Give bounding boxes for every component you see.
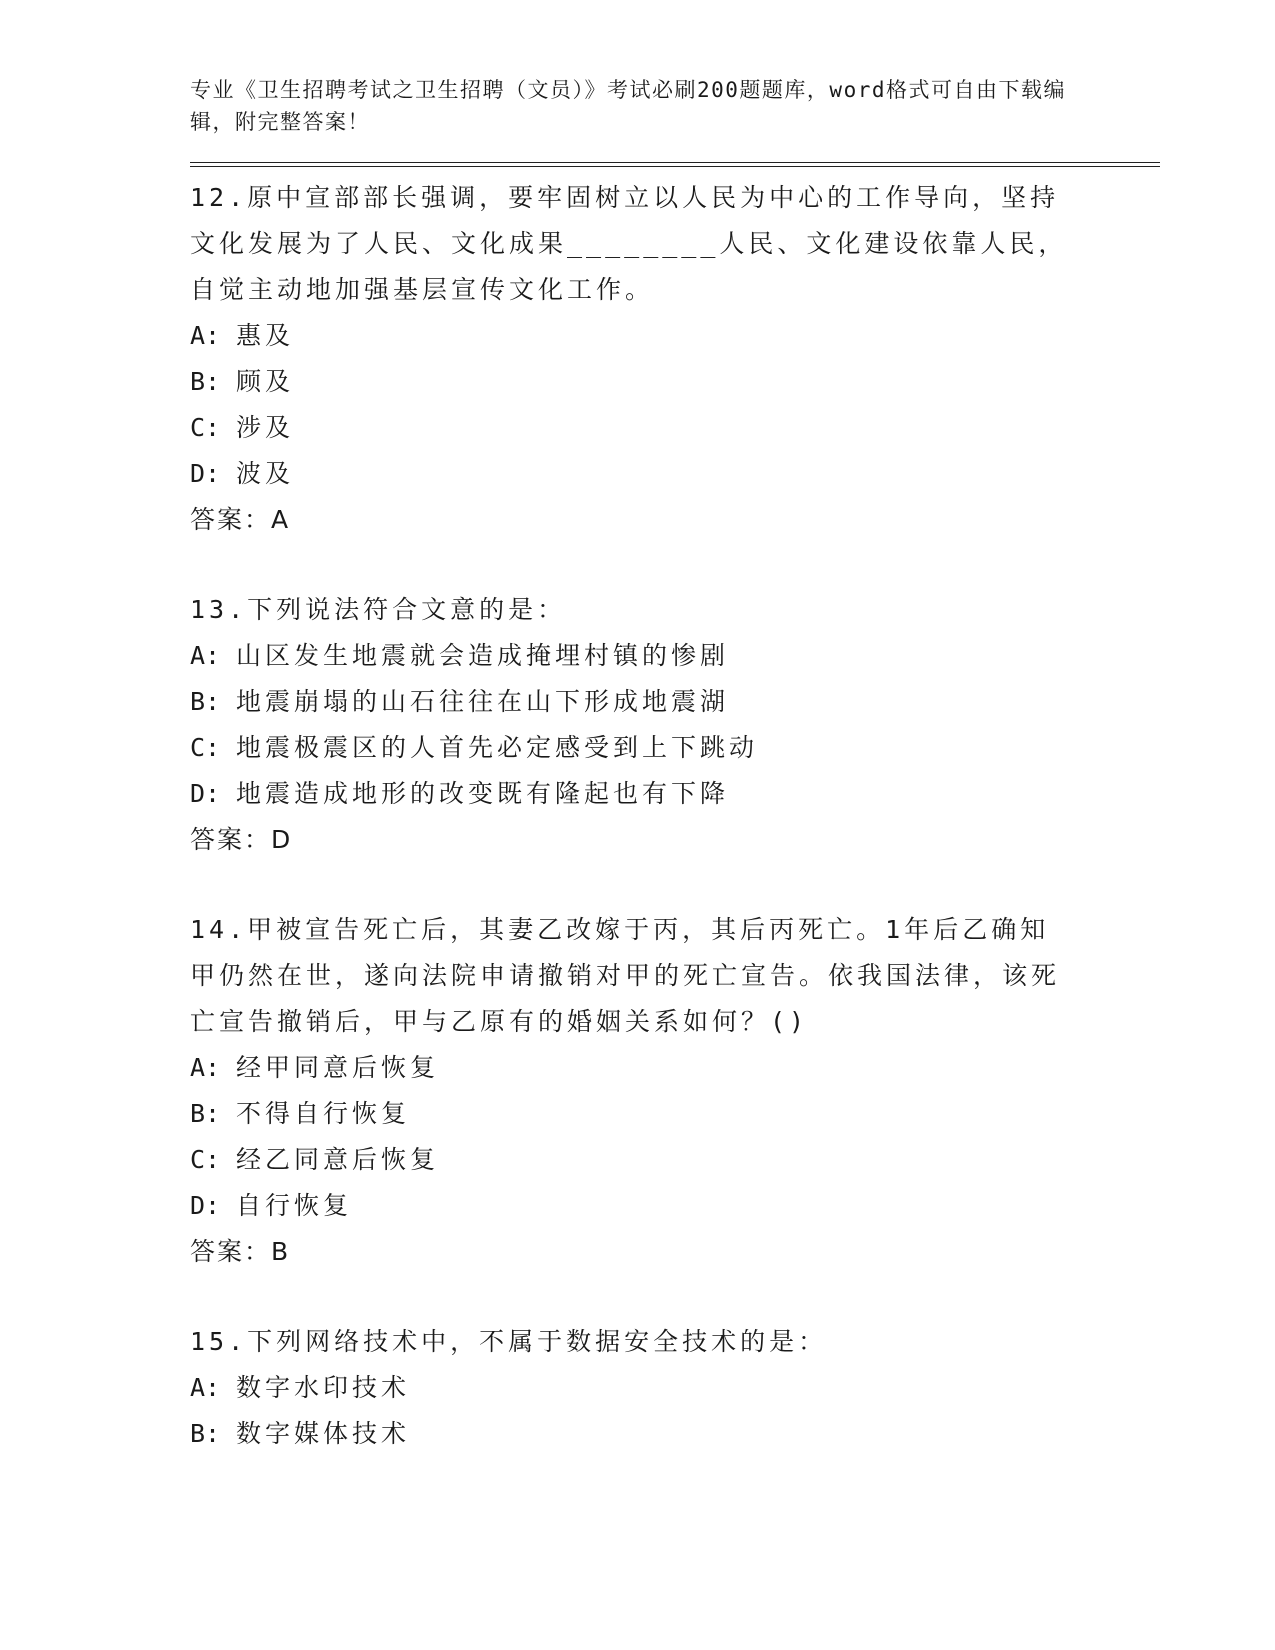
option-letter: D: <box>190 459 221 488</box>
option-a <box>190 1045 1090 1091</box>
option-a <box>190 633 1090 679</box>
option-letter: A: <box>190 321 221 350</box>
option-text: 经乙同意后恢复 <box>236 1145 440 1174</box>
option-b <box>190 359 1090 405</box>
option-letter: B: <box>190 367 221 396</box>
option-letter: C: <box>190 413 221 442</box>
option-d <box>190 451 1090 497</box>
answer-line: 答案：D <box>190 825 293 854</box>
option-a <box>190 313 1090 359</box>
option-d <box>190 771 1090 817</box>
question-item <box>190 1319 1090 1457</box>
option-text: 不得自行恢复 <box>236 1099 411 1128</box>
question-item <box>190 587 1090 863</box>
option-text: 地震极震区的人首先必定感受到上下跳动 <box>236 733 759 762</box>
option-d <box>190 1183 1090 1229</box>
option-text: 经甲同意后恢复 <box>236 1053 440 1082</box>
option-c <box>190 725 1090 771</box>
document-page <box>190 74 1090 1457</box>
option-a <box>190 1365 1090 1411</box>
question-stem: 15.下列网络技术中，不属于数据安全技术的是： <box>190 1327 828 1356</box>
option-letter: C: <box>190 733 221 762</box>
option-letter: A: <box>190 1053 221 1082</box>
option-letter: D: <box>190 779 221 808</box>
option-text: 地震崩塌的山石往往在山下形成地震湖 <box>236 687 730 716</box>
option-text: 数字媒体技术 <box>236 1419 411 1448</box>
option-text: 波及 <box>236 459 295 488</box>
option-b <box>190 679 1090 725</box>
option-text: 地震造成地形的改变既有隆起也有下降 <box>236 779 730 808</box>
option-text: 惠及 <box>236 321 295 350</box>
option-text: 自行恢复 <box>236 1191 353 1220</box>
question-item <box>190 175 1090 543</box>
document-header: 专业《卫生招聘考试之卫生招聘（文员）》考试必刷200题题库，word格式可自由下载编辑，附完整答案！ <box>190 78 1066 134</box>
option-b <box>190 1411 1090 1457</box>
option-c <box>190 1137 1090 1183</box>
question-stem: 12.原中宣部部长强调，要牢固树立以人民为中心的工作导向，坚持文化发展为了人民、文化成果________人民、文化建设依靠人民，自觉主动地加强基层宣传文化工作。 <box>190 183 1068 304</box>
option-letter: B: <box>190 687 221 716</box>
option-letter: B: <box>190 1099 221 1128</box>
answer-line: 答案：A <box>190 505 291 534</box>
option-text: 涉及 <box>236 413 295 442</box>
option-c <box>190 405 1090 451</box>
option-letter: A: <box>190 1373 221 1402</box>
option-letter: C: <box>190 1145 221 1174</box>
option-letter: D: <box>190 1191 221 1220</box>
option-text: 山区发生地震就会造成掩埋村镇的惨剧 <box>236 641 730 670</box>
question-stem: 14.甲被宣告死亡后，其妻乙改嫁于丙，其后丙死亡。1年后乙确知甲仍然在世，遂向法院申请撤销对甲的死亡宣告。依我国法律，该死亡宣告撤销后，甲与乙原有的婚姻关系如何？() <box>190 915 1061 1036</box>
answer-line: 答案：B <box>190 1237 291 1266</box>
question-item <box>190 907 1090 1275</box>
option-b <box>190 1091 1090 1137</box>
option-letter: B: <box>190 1419 221 1448</box>
option-letter: A: <box>190 641 221 670</box>
option-text: 顾及 <box>236 367 295 396</box>
option-text: 数字水印技术 <box>236 1373 411 1402</box>
question-stem: 13.下列说法符合文意的是： <box>190 595 567 624</box>
